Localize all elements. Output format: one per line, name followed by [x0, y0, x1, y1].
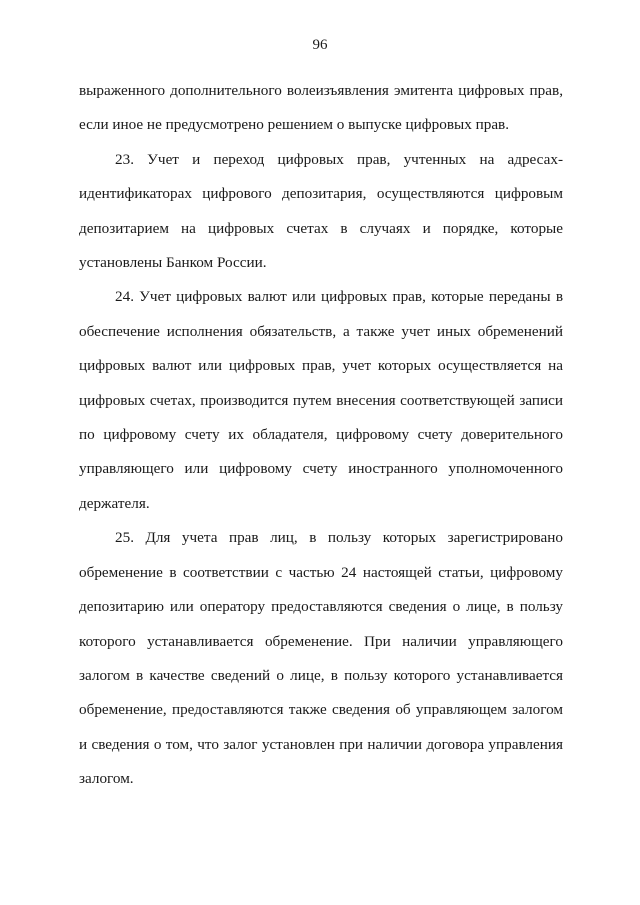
body-text — [79, 74, 563, 797]
paragraph-item-23: 23. Учет и переход цифровых прав, учтенных на адресах-идентификаторах цифрового депозитария, осуществляются цифровым депозитарием на цифровых счетах в случаях и порядке, которые установлены Банком России. — [79, 150, 563, 272]
paragraph-item-24: 24. Учет цифровых валют или цифровых прав, которые переданы в обеспечение исполнения обязательств, а также учет иных обременений цифровых валют или цифровых прав, учет которых осуществляется на цифровых счетах, производится путем внесения соответствующей записи по цифровому счету их обладателя, цифровому счету доверительного управляющего или цифровому счету иностранного уполномоченного держателя. — [79, 288, 563, 512]
page-number: 96 — [312, 37, 328, 53]
paragraph-continuation: выраженного дополнительного волеизъявления эмитента цифровых прав, если иное не предусмотрено решением о выпуске цифровых прав. — [79, 82, 563, 134]
paragraph-item-25: 25. Для учета прав лиц, в пользу которых зарегистрировано обременение в соответствии с частью 24 настоящей статьи, цифровому депозитарию или оператору предоставляются сведения о лице, в пользу которого устанавливается обременение. При наличии управляющего залогом в качестве сведений о лице, в пользу которого устанавливается обременение, предоставляются также сведения об управляющем залогом и сведения о том, что залог установлен при наличии договора управления залогом. — [79, 529, 563, 788]
